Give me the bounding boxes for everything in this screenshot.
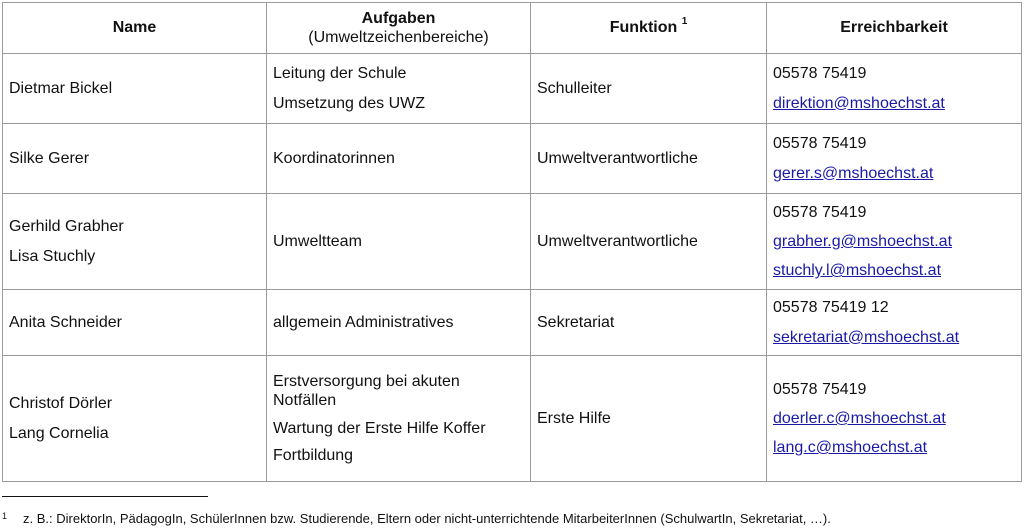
funktion-cell bbox=[531, 290, 767, 356]
phone-number: 05578 75419 bbox=[773, 380, 867, 398]
function-text: Schulleiter bbox=[537, 79, 612, 97]
contact-cell bbox=[767, 194, 1022, 290]
table-row bbox=[3, 194, 1022, 290]
task-text: Umweltteam bbox=[273, 232, 362, 250]
person-name: Lang Cornelia bbox=[9, 424, 109, 442]
contact-cell bbox=[767, 356, 1022, 482]
footnote-separator bbox=[2, 496, 208, 497]
funktion-cell bbox=[531, 54, 767, 124]
person-name: Dietmar Bickel bbox=[9, 79, 113, 97]
contact-cell bbox=[767, 124, 1022, 194]
task-text: allgemein Administratives bbox=[273, 313, 454, 331]
phone-number: 05578 75419 12 bbox=[773, 299, 889, 317]
name-cell bbox=[3, 356, 267, 482]
name-cell bbox=[3, 290, 267, 356]
person-name: Christof Dörler bbox=[9, 395, 113, 413]
task-text: Wartung der Erste Hilfe Koffer bbox=[273, 419, 486, 437]
task-text: Leitung der Schule bbox=[273, 65, 407, 83]
email-link[interactable]: doerler.c@mshoechst.at bbox=[773, 409, 946, 427]
footnote bbox=[2, 511, 831, 526]
funktion-cell bbox=[531, 124, 767, 194]
aufgaben-cell bbox=[267, 290, 531, 356]
task-text: Umsetzung des UWZ bbox=[273, 94, 426, 112]
contact-cell bbox=[767, 54, 1022, 124]
person-name: Silke Gerer bbox=[9, 149, 90, 167]
email-link[interactable]: gerer.s@mshoechst.at bbox=[773, 164, 934, 182]
email-link[interactable]: sekretariat@mshoechst.at bbox=[773, 328, 960, 346]
person-name: Anita Schneider bbox=[9, 313, 122, 331]
table-header-row bbox=[3, 3, 1022, 54]
contacts-table bbox=[2, 2, 1022, 482]
name-cell bbox=[3, 194, 267, 290]
header-funktion: Funktion $^1$ bbox=[531, 3, 767, 54]
footnote-mark: 1 bbox=[2, 511, 8, 521]
aufgaben-cell bbox=[267, 194, 531, 290]
funktion-cell bbox=[531, 356, 767, 482]
email-link[interactable]: lang.c@mshoechst.at bbox=[773, 439, 928, 457]
function-text: Sekretariat bbox=[537, 313, 615, 331]
person-name: Gerhild Grabher bbox=[9, 218, 124, 236]
funktion-cell bbox=[531, 194, 767, 290]
email-link[interactable]: direktion@mshoechst.at bbox=[773, 94, 945, 112]
task-text: Fortbildung bbox=[273, 446, 354, 464]
header-erreichbarkeit: Erreichbarkeit bbox=[767, 3, 1022, 54]
header-aufgaben: Aufgaben (Umweltzeichenbereiche) bbox=[267, 3, 531, 54]
phone-number: 05578 75419 bbox=[773, 135, 867, 153]
table-row bbox=[3, 124, 1022, 194]
footnote-ref: 1 bbox=[681, 16, 688, 28]
name-cell bbox=[3, 54, 267, 124]
function-text: Umweltverantwortliche bbox=[537, 232, 698, 250]
table-row bbox=[3, 356, 1022, 482]
phone-number: 05578 75419 bbox=[773, 203, 867, 221]
email-link[interactable]: stuchly.l@mshoechst.at bbox=[773, 262, 942, 280]
function-text: Umweltverantwortliche bbox=[537, 149, 698, 167]
aufgaben-cell bbox=[267, 356, 531, 482]
footnote-text: z. B.: DirektorIn, PädagogIn, SchülerInnen bzw. Studierende, Eltern oder nicht-unterrichtende MitarbeiterInnen (SchulwartIn, Sekretariat, …). bbox=[23, 511, 831, 526]
aufgaben-cell bbox=[267, 124, 531, 194]
table-row bbox=[3, 290, 1022, 356]
task-text: Erstversorgung bei akuten Notfällen bbox=[273, 373, 460, 410]
person-name: Lisa Stuchly bbox=[9, 247, 96, 265]
contact-cell bbox=[767, 290, 1022, 356]
header-aufgaben-sub: (Umweltzeichenbereiche) bbox=[308, 29, 489, 46]
task-text: Koordinatorinnen bbox=[273, 149, 395, 167]
function-text: Erste Hilfe bbox=[537, 409, 611, 427]
aufgaben-cell bbox=[267, 54, 531, 124]
table-row bbox=[3, 54, 1022, 124]
phone-number: 05578 75419 bbox=[773, 65, 867, 83]
header-name: Name bbox=[3, 3, 267, 54]
email-link[interactable]: grabher.g@mshoechst.at bbox=[773, 232, 953, 250]
name-cell bbox=[3, 124, 267, 194]
